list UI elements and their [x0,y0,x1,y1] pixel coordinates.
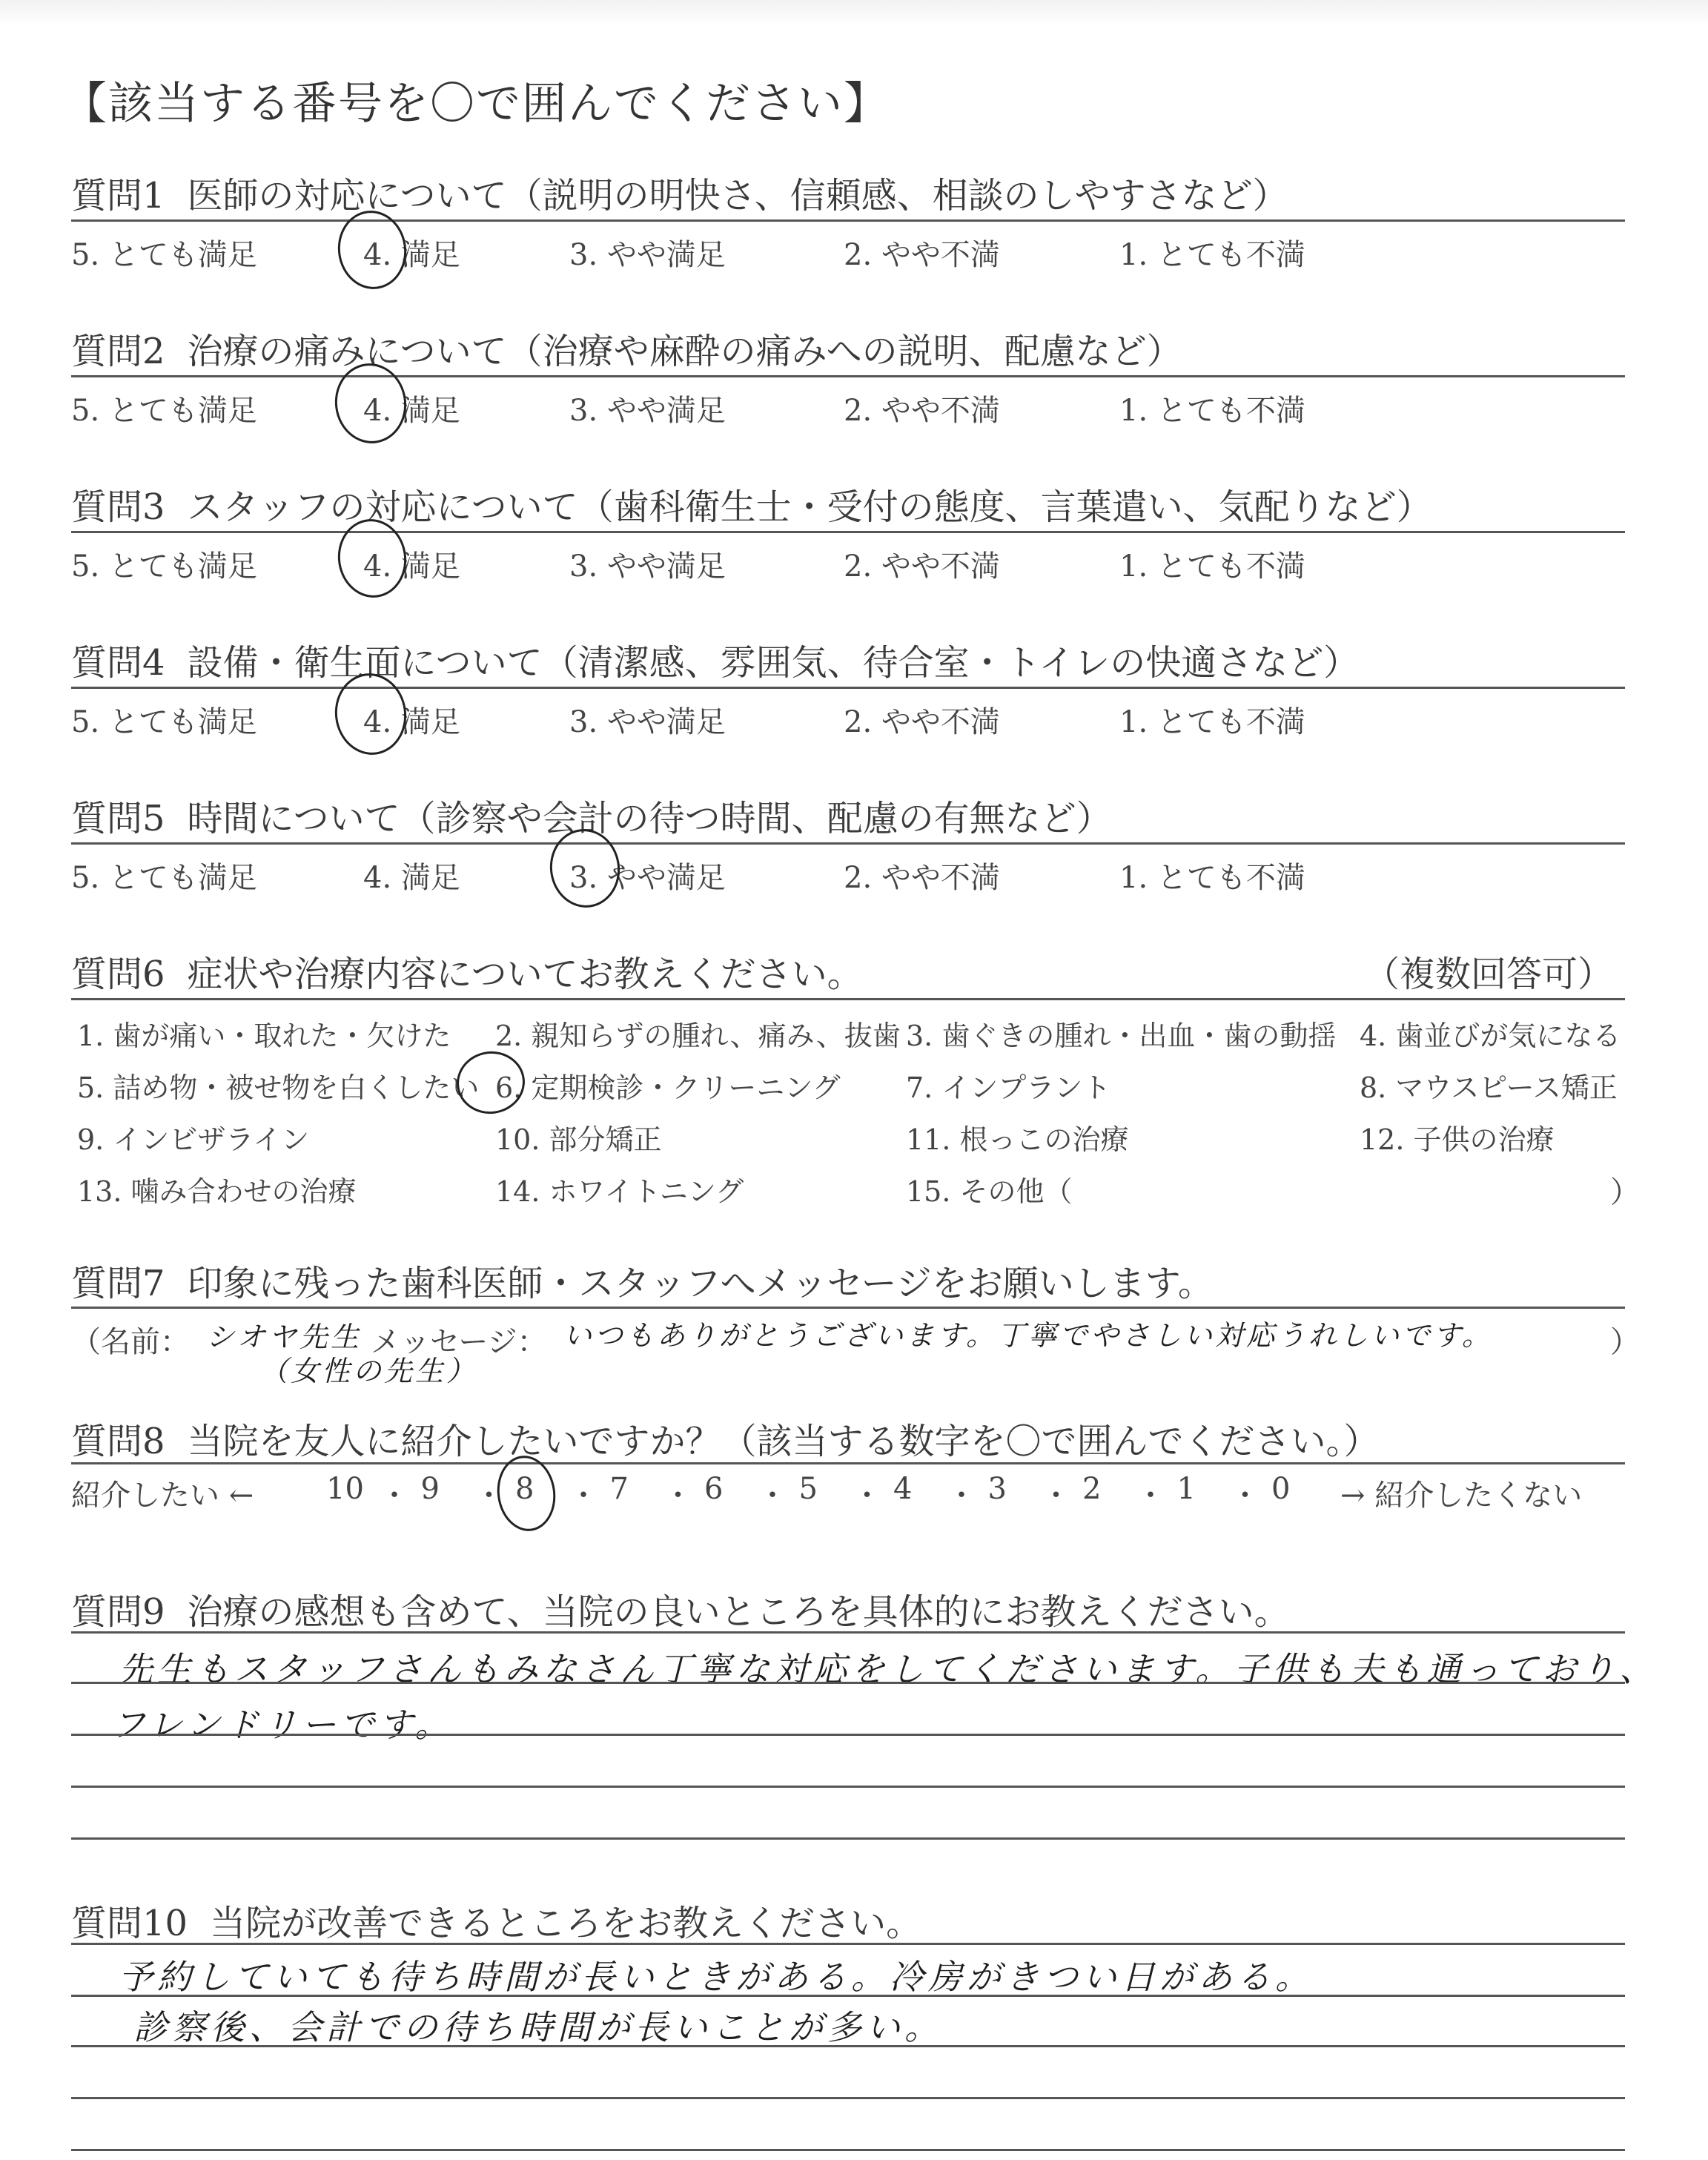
question-number: 質問4 [71,642,165,684]
option-2[interactable]: 2. やや不満 [844,549,1000,584]
option-4[interactable]: 4. 満足 [363,861,460,895]
question-number: 質問3 [71,486,165,528]
question-text: スタッフの対応について（歯科衛生士・受付の態度、言葉遣い、気配りなど） [187,486,1432,528]
answer-line [71,2149,1625,2151]
handwritten-name-note: （女性の先生） [259,1355,478,1387]
question-6-title [71,945,863,997]
scale-value[interactable]: 8 [515,1472,534,1506]
scale-separator: ・ [758,1479,787,1513]
rule [71,531,1625,533]
option-3[interactable]: 3. やや満足 [569,238,726,272]
scale-separator: ・ [852,1479,882,1513]
scale-value[interactable]: 6 [704,1472,724,1506]
question-text: 設備・衛生面について（清潔感、雰囲気、待合室・トイレの快適さなど） [187,642,1360,684]
scale-separator: ・ [569,1479,598,1513]
question-8-title [71,1413,1380,1464]
q6-item-1[interactable]: 1. 歯が痛い・取れた・欠けた [77,1020,451,1052]
question-4-title [71,634,1359,685]
scale-right-label: → 紹介したくない [1340,1479,1583,1513]
question-1-title [71,167,1288,218]
message-close-paren: ） [1610,1325,1640,1359]
question-7-title [71,1255,1214,1306]
q6-item-13[interactable]: 13. 噛み合わせの治療 [77,1175,357,1208]
option-1[interactable]: 1. とても不満 [1119,238,1305,272]
q6-item-4[interactable]: 4. 歯並びが気になる [1360,1020,1621,1052]
q6-item-12[interactable]: 12. 子供の治療 [1360,1123,1555,1156]
answer-line [71,1786,1625,1788]
option-1[interactable]: 1. とても不満 [1119,705,1305,739]
q6-item-7[interactable]: 7. インプラント [906,1071,1111,1104]
question-number: 質問5 [71,798,165,839]
q10-answer-line-1[interactable]: 予約していても待ち時間が長いときがある。冷房がきつい日がある。 [119,1957,1314,1997]
option-2[interactable]: 2. やや不満 [844,394,1000,428]
option-3[interactable]: 3. やや満足 [569,705,726,739]
q9-answer-line-2[interactable]: フレンドリーです。 [111,1705,454,1745]
question-number: 質問9 [71,1591,165,1633]
message-label: メッセージ： [371,1325,547,1359]
q10-answer-line-2[interactable]: 診察後、会計での待ち時間が長いことが多い。 [133,2007,943,2047]
question-number: 質問7 [71,1263,165,1304]
q6-item-5[interactable]: 5. 詰め物・被せ物を白くしたい [77,1071,480,1104]
multiple-answer-note: （複数回答可） [1364,954,1614,995]
scale-left-label: 紹介したい ← [71,1479,254,1513]
option-5[interactable]: 5. とても満足 [71,238,257,272]
option-3[interactable]: 3. やや満足 [569,549,726,584]
scale-value[interactable]: 2 [1082,1472,1102,1506]
rule [71,687,1625,689]
answer-line [71,1734,1625,1736]
scale-separator: ・ [663,1479,693,1513]
scale-value[interactable]: 1 [1176,1472,1196,1506]
instruction-header: 【該当する番号を〇で囲んでください】 [62,78,890,130]
q6-item-8[interactable]: 8. マウスピース矯正 [1360,1071,1618,1104]
option-1[interactable]: 1. とても不満 [1119,549,1305,584]
rule [71,842,1625,845]
scale-separator: ・ [947,1479,976,1513]
question-text: 印象に残った歯科医師・スタッフへメッセージをお願いします。 [187,1263,1214,1304]
question-text: 当院が改善できるところをお教えください。 [210,1903,922,1944]
option-5[interactable]: 5. とても満足 [71,549,257,584]
other-close-paren: ） [1610,1175,1640,1209]
rule [71,1462,1625,1464]
answer-line [71,2045,1625,2047]
rule [71,998,1625,1000]
option-2[interactable]: 2. やや不満 [844,705,1000,739]
scale-separator: ・ [1136,1479,1165,1513]
question-10-title [71,1895,921,1946]
q9-answer-line-1[interactable]: 先生もスタッフさんもみなさん丁寧な対応をしてくださいます。子供も夫も通っており、 [119,1649,1658,1689]
scale-separator: ・ [1041,1479,1071,1513]
handwritten-message[interactable]: いつもありがとうございます。丁寧でやさしい対応うれしいです。 [563,1319,1493,1352]
scale-value[interactable]: 5 [798,1472,818,1506]
option-5[interactable]: 5. とても満足 [71,394,257,428]
question-text: 治療の痛みについて（治療や麻酔の痛みへの説明、配慮など） [187,331,1182,372]
option-1[interactable]: 1. とても不満 [1119,861,1305,895]
rule [71,1631,1625,1634]
option-4[interactable]: 4. 満足 [363,394,460,428]
scale-separator: ・ [474,1479,504,1513]
question-number: 質問10 [71,1903,188,1944]
question-text: 医師の対応について（説明の明快さ、信頼感、相談のしやすさなど） [187,175,1288,217]
question-text: 治療の感想も含めて、当院の良いところを具体的にお教えください。 [187,1591,1290,1633]
selection-circle [453,1047,529,1118]
rule [71,219,1625,222]
q6-item-15[interactable]: 15. その他（ [906,1175,1073,1208]
q6-item-14[interactable]: 14. ホワイトニング [495,1175,744,1208]
option-5[interactable]: 5. とても満足 [71,705,257,739]
option-1[interactable]: 1. とても不満 [1119,394,1305,428]
scale-value[interactable]: 7 [609,1472,629,1506]
scale-value[interactable]: 4 [893,1472,913,1506]
question-text: 症状や治療内容についてお教えください。 [187,954,863,995]
rule [71,375,1625,377]
question-2-title [71,323,1182,374]
option-4[interactable]: 4. 満足 [363,549,460,584]
q6-item-10[interactable]: 10. 部分矯正 [495,1123,662,1156]
name-label: （名前： [71,1325,190,1359]
question-number: 質問1 [71,175,165,217]
option-4[interactable]: 4. 満足 [363,238,460,272]
scale-value[interactable]: 10 [326,1472,364,1506]
question-9-title [71,1583,1290,1634]
question-number: 質問8 [71,1421,165,1462]
option-3[interactable]: 3. やや満足 [569,861,726,895]
question-text: 時間について（診察や会計の待つ時間、配慮の有無など） [187,798,1112,839]
answer-line [71,1682,1625,1684]
answer-line [71,1837,1625,1840]
option-2[interactable]: 2. やや不満 [844,861,1000,895]
question-3-title [71,478,1432,529]
q6-item-11[interactable]: 11. 根っこの治療 [906,1123,1129,1156]
answer-line [71,1995,1625,1997]
scan-top-edge [0,0,1708,27]
scale-value[interactable]: 9 [420,1472,440,1506]
q6-item-3[interactable]: 3. 歯ぐきの腫れ・出血・歯の動揺 [906,1020,1337,1052]
question-number: 質問2 [71,331,165,372]
q6-item-9[interactable]: 9. インビザライン [77,1123,310,1156]
option-5[interactable]: 5. とても満足 [71,861,257,895]
answer-line [71,2097,1625,2099]
handwritten-name[interactable]: シオヤ先生 [206,1321,363,1353]
question-text: 当院を友人に紹介したいですか？（該当する数字を〇で囲んでください。） [187,1421,1380,1462]
scale-separator: ・ [380,1479,409,1513]
scale-value[interactable]: 3 [987,1472,1007,1506]
option-4[interactable]: 4. 満足 [363,705,460,739]
option-2[interactable]: 2. やや不満 [844,238,1000,272]
option-3[interactable]: 3. やや満足 [569,394,726,428]
rule [71,1943,1625,1945]
scale-separator: ・ [1230,1479,1260,1513]
scale-value[interactable]: 0 [1271,1472,1291,1506]
q6-item-2[interactable]: 2. 親知らずの腫れ、痛み、抜歯 [495,1020,901,1052]
question-number: 質問6 [71,954,165,995]
q6-item-6[interactable]: 6. 定期検診・クリーニング [495,1071,841,1104]
rule [71,1307,1625,1309]
